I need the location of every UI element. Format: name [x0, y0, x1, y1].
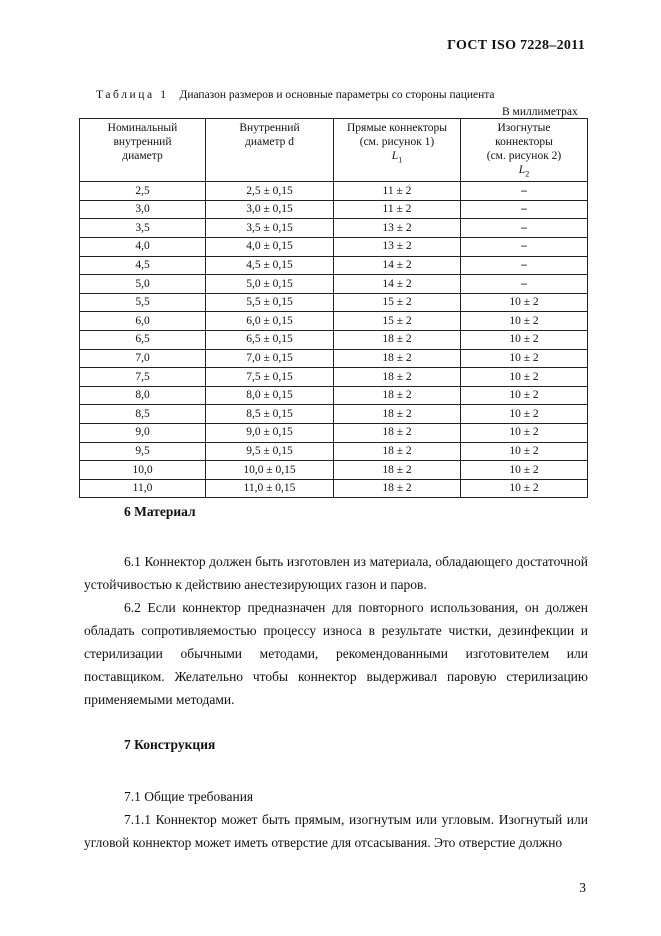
table-cell: 4,0 — [80, 238, 206, 257]
table-cell: 14 ± 2 — [334, 256, 461, 275]
table-cell: 6,5 — [80, 331, 206, 350]
table-row — [80, 479, 588, 498]
table-cell: 2,5 ± 0,15 — [206, 182, 334, 201]
table-header-line: $L_2$ — [518, 164, 530, 179]
table-cell: 10 ± 2 — [461, 331, 588, 350]
table-cell: 8,5 ± 0,15 — [206, 405, 334, 424]
table-header-line: (см. рисунок 1) — [359, 136, 435, 148]
table-header-row — [80, 119, 588, 182]
table-cell: 4,5 ± 0,15 — [206, 256, 334, 275]
table-cell: – — [461, 256, 588, 275]
table-row — [80, 182, 588, 201]
table-row — [80, 386, 588, 405]
paragraph-6-1: 6.1 Коннектор должен быть изготовлен из материала, обладающего достаточной устойчивостью к действию анестезирующих газон и паров. — [84, 554, 588, 592]
table-row — [80, 219, 588, 238]
table-header-line: внутренний — [113, 136, 172, 148]
table-cell: 18 ± 2 — [334, 368, 461, 387]
table-cell: 10,0 — [80, 461, 206, 480]
table-row — [80, 461, 588, 480]
table-header-line: (см. рисунок 2) — [486, 150, 562, 162]
table-cell: 10 ± 2 — [461, 368, 588, 387]
table-cell: 6,0 ± 0,15 — [206, 312, 334, 331]
table-title: Диапазон размеров и основные параметры со стороны пациента — [179, 89, 495, 101]
table-cell: 10 ± 2 — [461, 442, 588, 461]
table-cell: 15 ± 2 — [334, 312, 461, 331]
table-cell: 5,5 ± 0,15 — [206, 293, 334, 312]
table-header-line: Внутренний — [239, 122, 300, 134]
table-cell: 18 ± 2 — [334, 331, 461, 350]
table-header-line: диаметр d — [244, 136, 295, 148]
table-units: В миллиметрах — [502, 106, 578, 118]
table-row — [80, 256, 588, 275]
table-row — [80, 368, 588, 387]
page-number: 3 — [579, 880, 586, 895]
table-cell: 18 ± 2 — [334, 405, 461, 424]
table-row — [80, 275, 588, 294]
table-cell: 9,5 — [80, 442, 206, 461]
table-cell: 3,0 — [80, 200, 206, 219]
table-row — [80, 331, 588, 350]
table-cell: 18 ± 2 — [334, 461, 461, 480]
table-cell: 18 ± 2 — [334, 386, 461, 405]
table-label: Таблица 1 — [96, 89, 169, 101]
section-7-heading: 7 Конструкция — [124, 737, 216, 752]
table-caption — [96, 89, 495, 101]
table-cell: 10 ± 2 — [461, 349, 588, 368]
table-cell: 11 ± 2 — [334, 182, 461, 201]
table-cell: 10 ± 2 — [461, 386, 588, 405]
table-cell: 7,0 ± 0,15 — [206, 349, 334, 368]
table-cell: 7,5 — [80, 368, 206, 387]
table-row — [80, 424, 588, 443]
table-cell: 6,5 ± 0,15 — [206, 331, 334, 350]
document-code: ГОСТ ISO 7228–2011 — [447, 38, 585, 53]
table-cell: 18 ± 2 — [334, 479, 461, 498]
table-cell: 11,0 — [80, 479, 206, 498]
table-cell: 4,5 — [80, 256, 206, 275]
table-cell: 10 ± 2 — [461, 405, 588, 424]
table-cell: – — [461, 238, 588, 257]
table-header-cell — [206, 119, 334, 182]
table-cell: 6,0 — [80, 312, 206, 331]
table-header-line: $L_1$ — [391, 150, 403, 165]
table-cell: 5,5 — [80, 293, 206, 312]
table-header-line: диаметр — [122, 150, 163, 162]
table-cell: 10 ± 2 — [461, 479, 588, 498]
table-cell: 4,0 ± 0,15 — [206, 238, 334, 257]
table-cell: 11,0 ± 0,15 — [206, 479, 334, 498]
table-row — [80, 349, 588, 368]
table-cell: 7,0 — [80, 349, 206, 368]
parameters-table — [79, 118, 588, 498]
table-cell: 10 ± 2 — [461, 424, 588, 443]
table-cell: 13 ± 2 — [334, 238, 461, 257]
table-cell: 8,5 — [80, 405, 206, 424]
table-cell: 5,0 — [80, 275, 206, 294]
table-cell: – — [461, 182, 588, 201]
table-cell: 18 ± 2 — [334, 349, 461, 368]
table-cell: – — [461, 200, 588, 219]
table-cell: 8,0 — [80, 386, 206, 405]
table-row — [80, 238, 588, 257]
table-cell: 9,0 — [80, 424, 206, 443]
table-header-cell — [80, 119, 206, 182]
section-6-heading: 6 Материал — [124, 504, 196, 519]
table-cell: 9,0 ± 0,15 — [206, 424, 334, 443]
table-cell: – — [461, 275, 588, 294]
table-header-line: Изогнутые — [497, 122, 551, 134]
table-header-cell — [334, 119, 461, 182]
table-cell: 10 ± 2 — [461, 461, 588, 480]
paragraph-7-1-1: 7.1.1 Коннектор может быть прямым, изогнутым или угловым. Изогнутый или угловой коннектор может иметь отверстие для отсасывания. Это отверстие должно — [84, 812, 588, 850]
table-row — [80, 312, 588, 331]
table-cell: 8,0 ± 0,15 — [206, 386, 334, 405]
table-cell: 9,5 ± 0,15 — [206, 442, 334, 461]
table-header-cell — [461, 119, 588, 182]
table-row — [80, 405, 588, 424]
table-cell: 10 ± 2 — [461, 293, 588, 312]
table-cell: 15 ± 2 — [334, 293, 461, 312]
table-cell: 3,5 ± 0,15 — [206, 219, 334, 238]
table-cell: 18 ± 2 — [334, 442, 461, 461]
table-cell: 10 ± 2 — [461, 312, 588, 331]
table-cell: 13 ± 2 — [334, 219, 461, 238]
table-cell: 3,0 ± 0,15 — [206, 200, 334, 219]
table-cell: 10,0 ± 0,15 — [206, 461, 334, 480]
table-cell: 14 ± 2 — [334, 275, 461, 294]
table-row — [80, 293, 588, 312]
table-cell: 11 ± 2 — [334, 200, 461, 219]
table-body — [80, 182, 588, 498]
table-header-line: коннекторы — [495, 136, 553, 148]
table-cell: – — [461, 219, 588, 238]
table-cell: 2,5 — [80, 182, 206, 201]
paragraph-6-2: 6.2 Если коннектор предназначен для повторного использования, он должен обладать сопротивляемостью процессу износа в результате чистки, дезинфекции и стерилизации обычными методами, рекомендованными изготовителем или поставщиком. Желательно чтобы коннектор выдерживал паровую стерилизацию применяемыми методами. — [84, 600, 588, 707]
table-row — [80, 442, 588, 461]
table-header-line: Прямые коннекторы — [346, 122, 448, 134]
table-header-line: Номинальный — [107, 122, 178, 134]
table-cell: 7,5 ± 0,15 — [206, 368, 334, 387]
subsection-7-1: 7.1 Общие требования — [124, 789, 254, 804]
table-cell: 5,0 ± 0,15 — [206, 275, 334, 294]
table-cell: 18 ± 2 — [334, 424, 461, 443]
table-row — [80, 200, 588, 219]
table-cell: 3,5 — [80, 219, 206, 238]
